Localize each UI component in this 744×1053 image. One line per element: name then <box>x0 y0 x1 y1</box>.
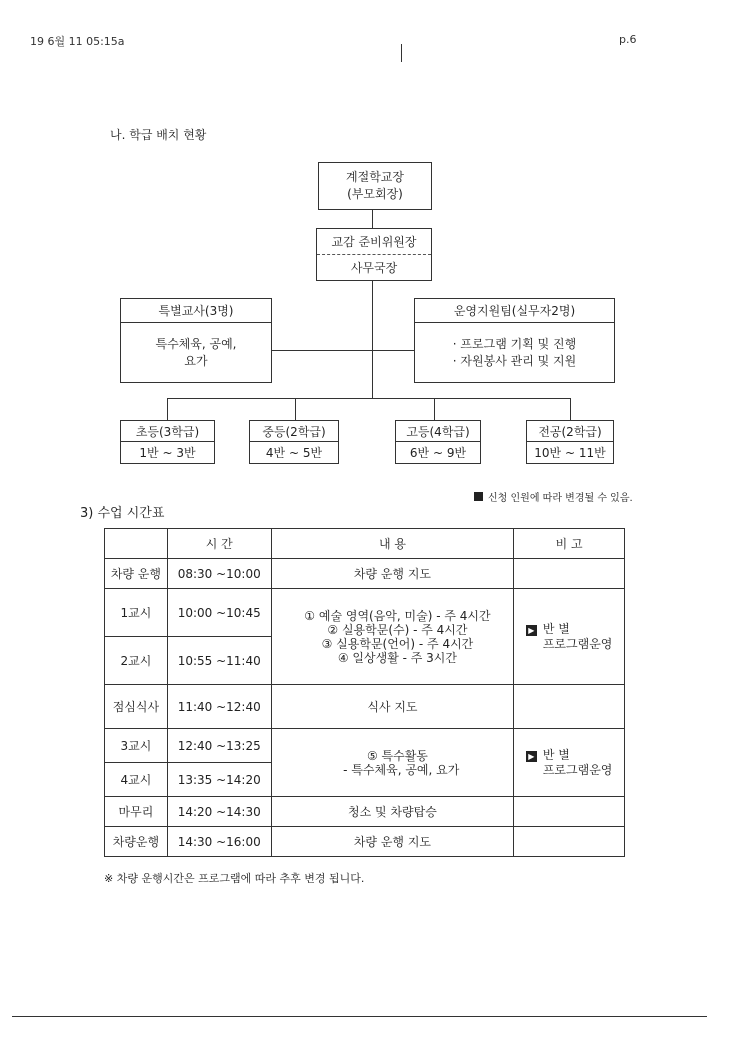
arrow-square-icon: ▶ <box>526 625 537 636</box>
class-box-elementary <box>120 420 215 464</box>
row-label: 2교시 <box>105 637 168 685</box>
section-title-timetable: 3) 수업 시간표 <box>80 506 165 521</box>
row-content: 식사 지도 <box>271 685 514 729</box>
row-content: 차량 운행 지도 <box>271 559 514 589</box>
row-time: 08:30 ~10:00 <box>167 559 271 589</box>
content-line: ② 실용학문(수) - 주 4시간 <box>327 622 468 637</box>
support-team-box <box>414 298 615 383</box>
table-row <box>105 797 625 827</box>
square-bullet-icon <box>474 492 483 501</box>
row-note <box>514 827 625 857</box>
note-text: 반 별 프로그램운영 <box>542 747 613 777</box>
class-box-high <box>395 420 481 464</box>
class-range: 1반 ~ 3반 <box>139 446 196 460</box>
bottom-rule <box>12 1016 707 1017</box>
table-row <box>105 559 625 589</box>
content-line: ⑤ 특수활동 <box>366 748 428 763</box>
connector-class-3 <box>434 398 435 420</box>
special-teachers-box <box>120 298 272 383</box>
class-range: 10반 ~ 11반 <box>534 446 606 460</box>
connector-class-1 <box>167 398 168 420</box>
row-time: 14:30 ~16:00 <box>167 827 271 857</box>
header-content: 내 용 <box>271 529 514 559</box>
connector-top <box>372 210 373 228</box>
header-blank <box>105 529 168 559</box>
row-time: 12:40 ~13:25 <box>167 729 271 763</box>
row-time: 10:55 ~11:40 <box>167 637 271 685</box>
note-text: 반 별 프로그램운영 <box>542 621 613 651</box>
row-content: 차량 운행 지도 <box>271 827 514 857</box>
row-note <box>514 685 625 729</box>
row-time: 13:35 ~14:20 <box>167 763 271 797</box>
morning-content <box>271 589 514 685</box>
org-footnote-text: 신청 인원에 따라 변경될 수 있음. <box>488 493 633 504</box>
table-row <box>105 685 625 729</box>
content-line: ③ 실용학문(언어) - 주 4시간 <box>321 636 474 651</box>
class-range: 6반 ~ 9반 <box>409 446 467 460</box>
content-line: ④ 일상생활 - 주 3시간 <box>337 650 457 665</box>
row-label: 1교시 <box>105 589 168 637</box>
class-name: 고등(4학급) <box>396 421 480 442</box>
special-teachers-body: 특수체육, 공예, 요가 <box>155 336 237 368</box>
class-box-major <box>526 420 614 464</box>
connector-class-2 <box>295 398 296 420</box>
afternoon-note <box>514 729 625 797</box>
row-content: 청소 및 차량탑승 <box>271 797 514 827</box>
connector-trunk <box>372 281 373 398</box>
scan-mark <box>401 44 402 62</box>
arrow-square-icon: ▶ <box>526 751 537 762</box>
connector-class-4 <box>570 398 571 420</box>
table-row <box>105 589 625 637</box>
row-time: 14:20 ~14:30 <box>167 797 271 827</box>
class-name: 중등(2학급) <box>250 421 338 442</box>
special-teachers-head: 특별교사(3명) <box>121 299 271 323</box>
support-team-head: 운영지원팀(실무자2명) <box>415 299 614 323</box>
table-row <box>105 729 625 763</box>
content-line: - 특수체육, 공예, 요가 <box>335 762 460 777</box>
row-label: 차량 운행 <box>105 559 168 589</box>
fax-timestamp: 19 6월 11 05:15a <box>30 35 125 48</box>
content-line: ① 예술 영역(음악, 미술) - 주 4시간 <box>304 608 491 623</box>
support-team-body: · 프로그램 기획 및 진행 · 자원봉사 관리 및 지원 <box>452 336 577 368</box>
table-row <box>105 827 625 857</box>
vice-principal-box <box>316 228 432 281</box>
timetable <box>104 528 625 857</box>
connector-classes-bar <box>167 398 571 399</box>
row-note <box>514 559 625 589</box>
header-time: 시 간 <box>167 529 271 559</box>
connector-side-teams <box>272 350 414 351</box>
timetable-footnote: ※ 차량 운행시간은 프로그램에 따라 추후 변경 됩니다. <box>104 872 365 885</box>
row-label: 3교시 <box>105 729 168 763</box>
class-name: 초등(3학급) <box>121 421 214 442</box>
page-number: p.6 <box>619 33 637 46</box>
org-footnote <box>474 489 633 504</box>
afternoon-content <box>271 729 514 797</box>
row-time: 10:00 ~10:45 <box>167 589 271 637</box>
class-name: 전공(2학급) <box>527 421 613 442</box>
row-label: 마무리 <box>105 797 168 827</box>
row-label: 점심식사 <box>105 685 168 729</box>
row-note <box>514 797 625 827</box>
class-range: 4반 ~ 5반 <box>265 446 323 460</box>
section-title-class-placement: 나. 학급 배치 현황 <box>110 128 207 142</box>
row-label: 차량운행 <box>105 827 168 857</box>
header-note: 비 고 <box>514 529 625 559</box>
principal-box: 계절학교장 (부모회장) <box>318 162 432 210</box>
secretary-general-label: 사무국장 <box>350 261 398 275</box>
class-box-middle <box>249 420 339 464</box>
row-label: 4교시 <box>105 763 168 797</box>
row-time: 11:40 ~12:40 <box>167 685 271 729</box>
morning-note <box>514 589 625 685</box>
vice-principal-label: 교감 준비위원장 <box>317 229 431 255</box>
